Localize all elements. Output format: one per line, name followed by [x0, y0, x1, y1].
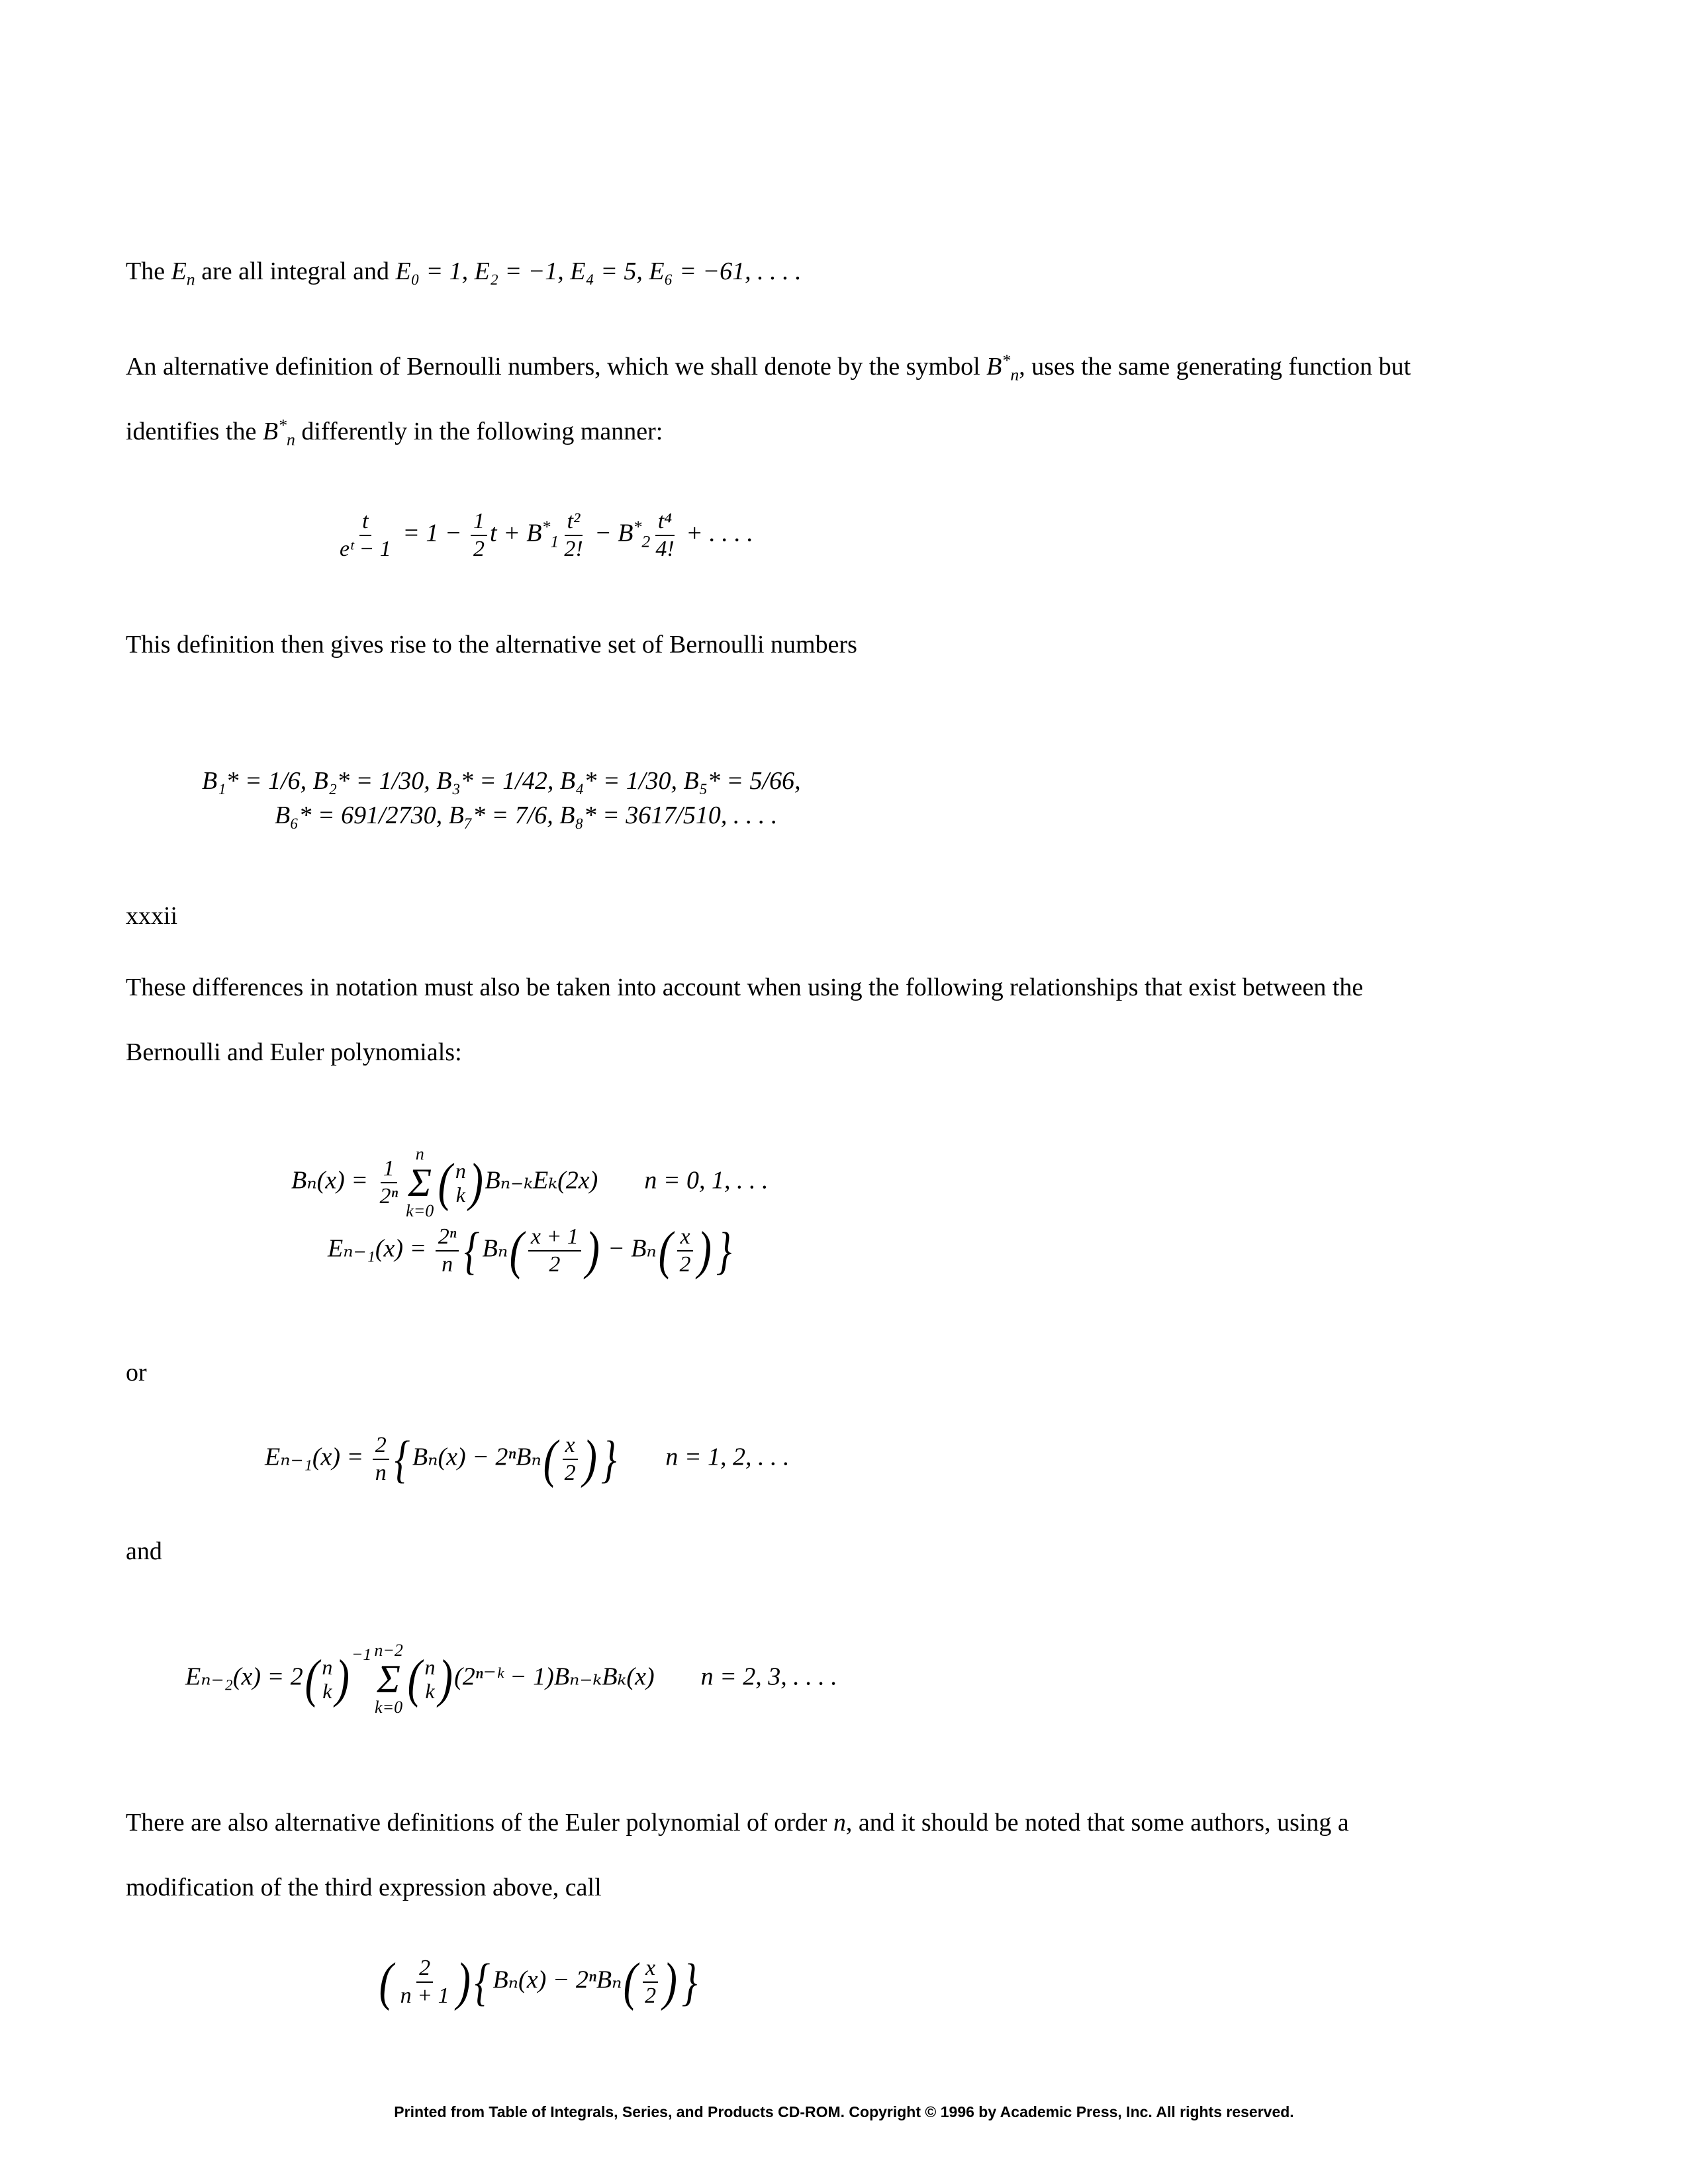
- p5-line1-pre: There are also alternative definitions of the Euler polynomial of order: [126, 1809, 833, 1837]
- paragraph-alt-definition-line2: [126, 416, 663, 447]
- paragraph-alt-euler-line1: [126, 1807, 1349, 1839]
- paragraph-euler-integral: [126, 255, 802, 287]
- p1-en-symbol: $E_n$: [171, 257, 195, 289]
- bstar-n-symbol-2: $B^*_n$: [262, 415, 295, 449]
- connector-and: and: [126, 1537, 162, 1565]
- paragraph-alt-definition-line1: [126, 351, 1411, 383]
- bernoulli-alt-values-line1: B₁* = 1/6, B₂* = 1/30, B₃* = 1/42, B₄* = 1/30, B₅* = 5/66,: [202, 767, 801, 795]
- equation-bernoulli-poly-sum: Bₙ(x) = $\frac{1}{\text{2ⁿ}}$ n Σ k=0 ( n k )Bₙ₋ₖEₖ(2x) n = 0, 1, . . .: [291, 1144, 769, 1220]
- paragraph-gives-rise: This definition then gives rise to the alternative set of Bernoulli numbers: [126, 631, 857, 659]
- equation-euler-poly-from-bernoulli: Eₙ₋₁(x) = $\frac{\text{2ⁿ}}{n}$ { Bₙ( $\frac{x + 1}{2}$ ) − Bₙ( $\frac{x}{2}$ )}: [328, 1222, 732, 1280]
- p1-text-mid: are all integral and: [195, 257, 396, 285]
- connector-or: or: [126, 1359, 147, 1387]
- p2-line2-pre: identifies the: [126, 418, 263, 445]
- bernoulli-alt-values-line2: B₆* = 691/2730, B₇* = 7/6, B₈* = 3617/510, . . . .: [275, 801, 778, 829]
- bstar-n-symbol: $B^*_n$: [986, 350, 1019, 385]
- paragraph-notation-line2: Bernoulli and Euler polynomials:: [126, 1038, 462, 1066]
- p1-euler-values: E₀ = 1, E₂ = −1, E₄ = 5, E₆ = −61, . . . .: [395, 257, 802, 285]
- p2-line2-post: differently in the following manner:: [295, 418, 663, 445]
- p2-text-pre: An alternative definition of Bernoulli numbers, which we shall denote by the symbol: [126, 353, 987, 381]
- equation-euler-poly-alt: Eₙ₋₁(x) = $\frac{2}{n}$ { Bₙ(x) − 2ⁿBₙ( $\frac{x}{2}$ )} n = 1, 2, . . .: [265, 1430, 790, 1488]
- p1-text-pre: The: [126, 257, 171, 285]
- p5-line1-post: , and it should be noted that some authors, using a: [845, 1809, 1349, 1837]
- equation-euler-poly-n-minus-2: Eₙ₋₂(x) = 2( n k ) $^{-1}$ n−2 Σ k=0 ( n k )(2ⁿ⁻ᵏ − 1)Bₙ₋ₖBₖ(x) n = 2, 3, . . . .: [185, 1641, 837, 1717]
- equation-alt-euler-call: ( $\frac{2}{n + 1}$ ){ Bₙ(x) − 2ⁿBₙ( $\frac{x}{2}$ )}: [379, 1953, 698, 2011]
- equation-generating-function: $\frac{t}{\text{eᵗ − 1}}$ = 1 − $\frac{1}{2}$ $t + B^*_1$ $\frac{\text{t²}}{2!}$ − $B^*_2$ $\frac{\text{t⁴}}{4!}$ + . . . .: [340, 509, 753, 561]
- p5-order-var: n: [833, 1809, 846, 1837]
- page-number: xxxii: [126, 902, 178, 930]
- p2-text-post: , uses the same generating function but: [1019, 353, 1411, 381]
- paragraph-notation-line1: These differences in notation must also be taken into account when using the following relationships that exist between the: [126, 974, 1364, 1001]
- copyright-footer: Printed from Table of Integrals, Series, and Products CD-ROM. Copyright © 1996 by Academic Press, Inc. All rights reserved.: [394, 2103, 1294, 2120]
- paragraph-alt-euler-line2: modification of the third expression above, call: [126, 1874, 602, 1901]
